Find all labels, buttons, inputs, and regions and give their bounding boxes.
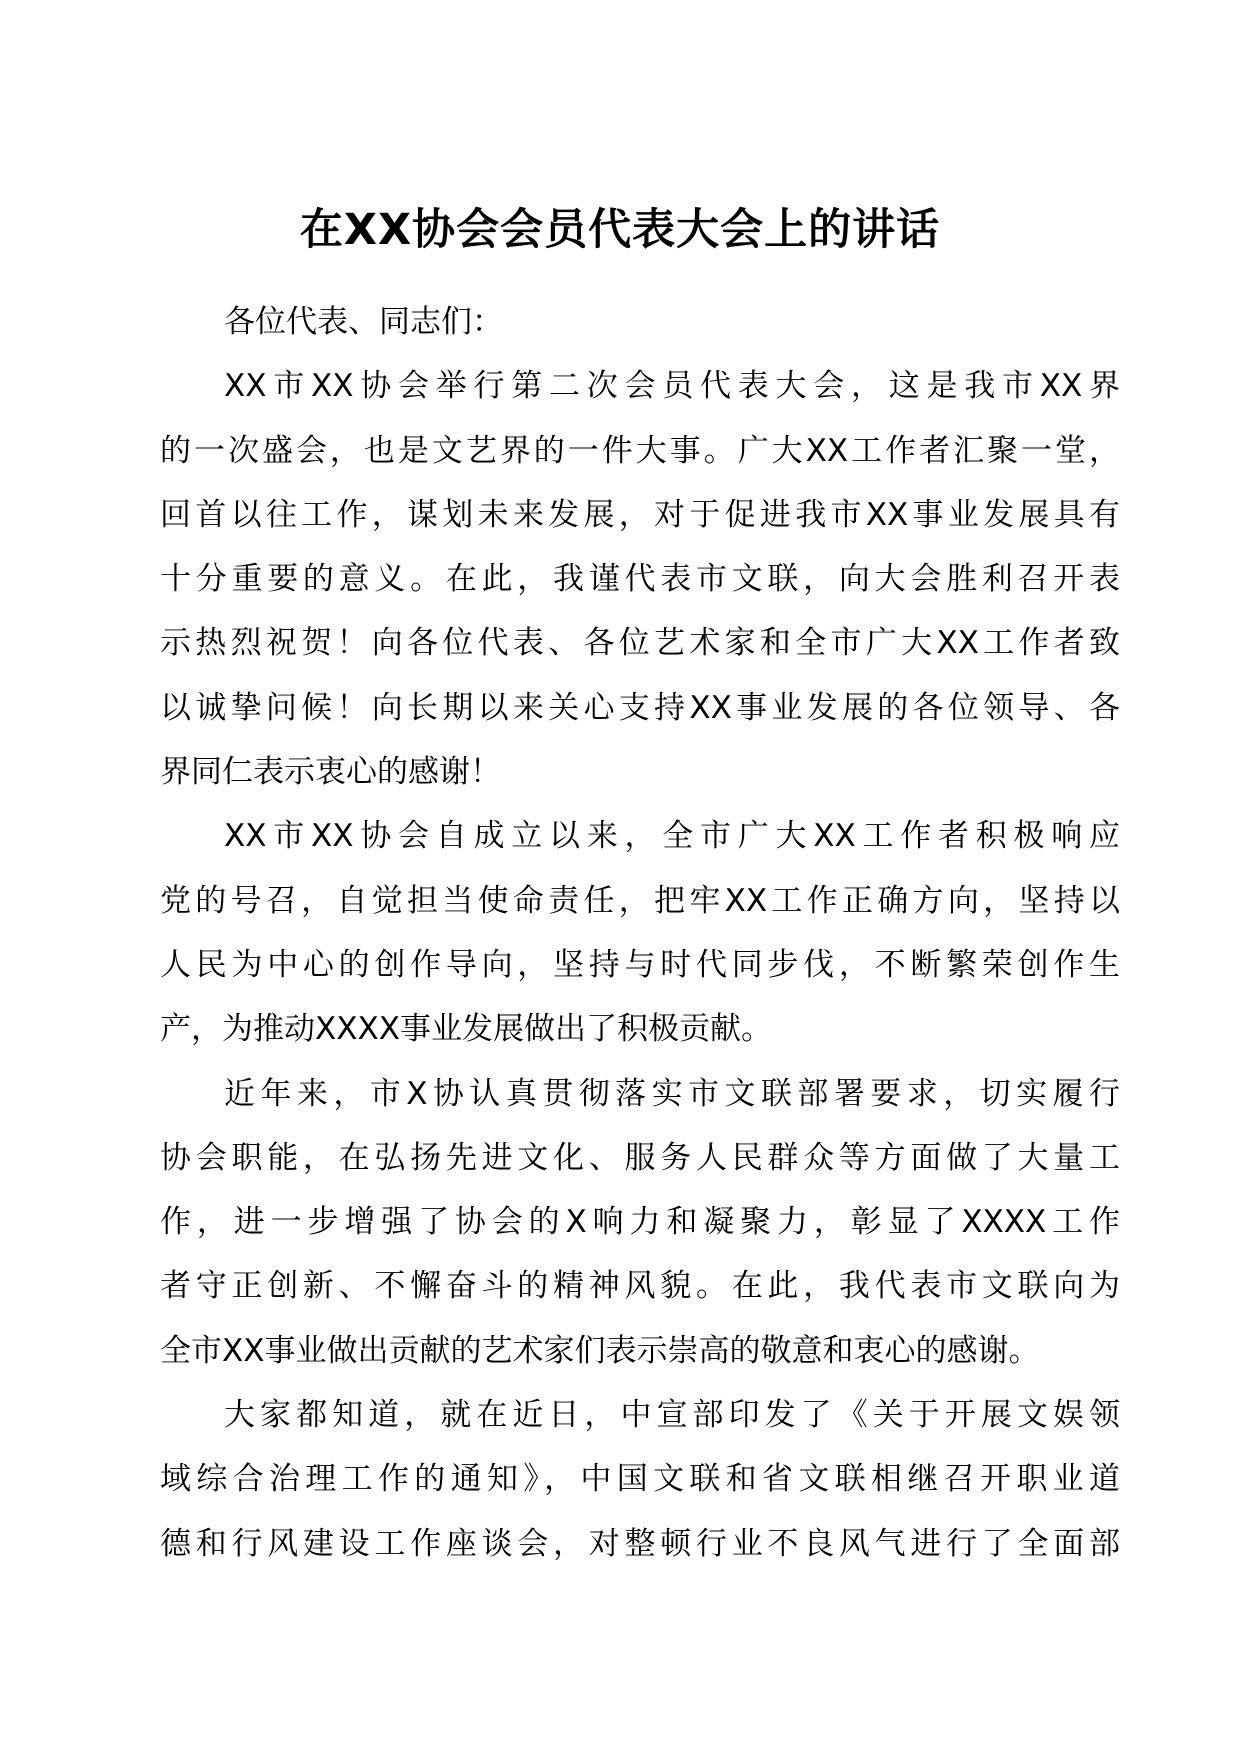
page-title: 在XX协会会员代表大会上的讲话 xyxy=(299,205,941,255)
paragraph-3-line: 作，进一步增强了协会的X响力和凝聚力，彰显了XXXX工作 xyxy=(160,1204,1120,1241)
paragraph-1-line: 界同仁表示衷心的感谢！ xyxy=(160,754,501,791)
paragraph-2-line: 人民为中心的创作导向，坚持与时代同步伐，不断繁荣创作生 xyxy=(160,946,1120,983)
paragraph-1-line: XX市XX协会举行第二次会员代表大会，这是我市XX界 xyxy=(224,368,1120,405)
document-body xyxy=(160,290,1120,1576)
salutation: 各位代表、同志们： xyxy=(224,304,503,340)
paragraph-3-line: 近年来，市X协认真贯彻落实市文联部署要求，切实履行 xyxy=(224,1075,1120,1112)
paragraph-2-line: 党的号召，自觉担当使命责任，把牢XX工作正确方向，坚持以 xyxy=(160,882,1120,919)
paragraph-1-line: 以诚挚问候！向长期以来关心支持XX事业发展的各位领导、各 xyxy=(160,689,1120,726)
paragraph-1-line: 回首以往工作，谋划未来发展，对于促进我市XX事业发展具有 xyxy=(160,496,1120,533)
paragraph-4-line: 域综合治理工作的通知》，中国文联和省文联相继召开职业道 xyxy=(160,1461,1120,1498)
paragraph-1-line: 十分重要的意义。在此，我谨代表市文联，向大会胜利召开表 xyxy=(160,561,1120,598)
paragraph-3-line: 协会职能，在弘扬先进文化、服务人民群众等方面做了大量工 xyxy=(160,1139,1120,1176)
paragraph-3-line: 者守正创新、不懈奋斗的精神风貌。在此，我代表市文联向为 xyxy=(160,1268,1120,1305)
paragraph-2-line: XX市XX协会自成立以来，全市广大XX工作者积极响应 xyxy=(224,818,1120,855)
paragraph-3-line: 全市XX事业做出贡献的艺术家们表示崇高的敬意和衷心的感谢。 xyxy=(160,1332,1040,1369)
paragraph-4-line: 德和行风建设工作座谈会，对整顿行业不良风气进行了全面部 xyxy=(160,1525,1120,1562)
paragraph-1-line: 示热烈祝贺！向各位代表、各位艺术家和全市广大XX工作者致 xyxy=(160,625,1120,662)
paragraph-1-line: 的一次盛会，也是文艺界的一件大事。广大XX工作者汇聚一堂， xyxy=(160,432,1120,469)
paragraph-4-line: 大家都知道，就在近日，中宣部印发了《关于开展文娱领 xyxy=(224,1397,1120,1434)
paragraph-2-line: 产，为推动XXXX事业发展做出了积极贡献。 xyxy=(160,1011,772,1048)
